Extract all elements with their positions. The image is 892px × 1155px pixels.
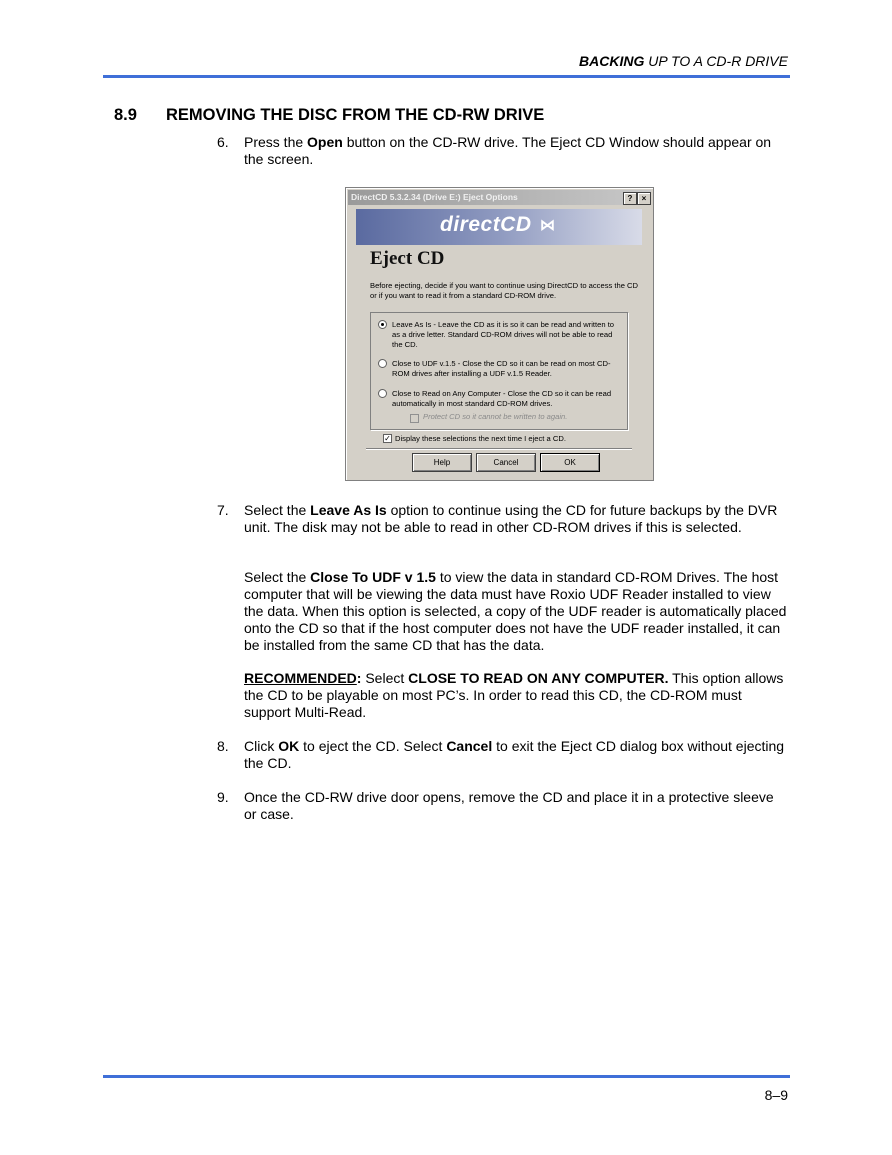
dialog-intro: Before ejecting, decide if you want to continue using DirectCD to access the CD or if you want to read it from a standard CD-ROM drive.	[370, 281, 639, 300]
directcd-banner	[356, 209, 642, 245]
section-number: 8.9	[114, 106, 137, 124]
page-number: 8–9	[764, 1087, 788, 1103]
radio-icon[interactable]	[378, 359, 387, 368]
footer-rule	[103, 1075, 790, 1078]
option-label: Leave As Is - Leave the CD as it is so it can be read and written to as a drive letter. Standard CD-ROM drives will not be able to read the CD.	[392, 320, 615, 349]
header-rest: UP TO A CD-R DRIVE	[644, 53, 788, 69]
para-bold: :	[356, 670, 362, 686]
help-question-icon[interactable]: ?	[623, 192, 637, 205]
dialog-title: DirectCD 5.3.2.34 (Drive E:) Eject Options	[351, 192, 518, 202]
step-number: 6.	[217, 134, 229, 150]
step-bold: Cancel	[446, 738, 493, 754]
step-number: 7.	[217, 502, 229, 518]
step-text: to eject the CD. Select	[299, 738, 447, 754]
para-recommended	[244, 670, 789, 721]
step-text: option to continue using the CD for future backups by the DVR unit. The disk may not be able to read in other CD-ROM drives if this is selected.	[244, 502, 778, 535]
step-text: Press the	[244, 134, 308, 150]
protect-label: Protect CD so it cannot be written to again.	[423, 412, 568, 421]
header-rule	[103, 75, 790, 78]
para-text: Select	[361, 670, 409, 686]
option-close-udf[interactable]	[378, 359, 618, 379]
option-close-read-any[interactable]	[378, 389, 618, 409]
step-text: button on the CD-RW drive. The Eject CD Window should appear on the screen.	[244, 134, 772, 167]
para-bold: CLOSE TO READ ON ANY COMPUTER.	[408, 670, 669, 686]
dialog-heading: Eject CD	[370, 248, 445, 269]
step-8	[217, 738, 785, 772]
step-bold: Leave As Is	[310, 502, 387, 518]
cancel-button[interactable]: Cancel	[476, 453, 536, 472]
step-text: to exit the Eject CD dialog box without ejecting the CD.	[244, 738, 785, 771]
step-number: 8.	[217, 738, 229, 754]
step-number: 9.	[217, 789, 229, 805]
radio-selected-icon[interactable]	[378, 320, 387, 329]
help-button[interactable]: Help	[412, 453, 472, 472]
dialog-separator	[366, 448, 632, 449]
recommended-label: RECOMMENDED	[244, 670, 357, 686]
step-bold: Open	[307, 134, 343, 150]
radio-icon[interactable]	[378, 389, 387, 398]
banner-text: directCD	[440, 213, 532, 236]
dialog-titlebar	[348, 190, 651, 205]
protect-checkbox[interactable]	[410, 414, 419, 423]
ok-button[interactable]: OK	[540, 453, 600, 472]
option-leave-as-is[interactable]	[378, 320, 618, 350]
step-6	[217, 134, 785, 168]
display-label: Display these selections the next time I eject a CD.	[395, 434, 566, 443]
section-title-text: REMOVING THE DISC FROM THE CD-RW DRIVE	[166, 106, 545, 124]
eject-options-dialog	[345, 187, 654, 481]
para-text: to view the data in standard CD-ROM Drives. The host computer that will be viewing the data must have Roxio UDF Reader installed to view the data. When this option is selected, a copy of the UDF reader is automatically placed onto the CD so that if the host computer does not have the UDF reader installed, it can be installed from the same CD that has the data.	[244, 569, 787, 653]
section-title	[114, 106, 544, 125]
step-9	[217, 789, 785, 823]
close-icon[interactable]: ×	[637, 192, 651, 205]
para-text: Select the	[244, 569, 311, 585]
step-bold: OK	[278, 738, 300, 754]
display-checkbox[interactable]: ✓	[384, 434, 391, 443]
para-close-udf	[244, 569, 789, 654]
para-text: This option allows the CD to be playable on most PC’s. In order to read this CD, the CD-ROM must support Multi-Read.	[244, 670, 784, 720]
running-header	[579, 53, 788, 69]
step-text: Once the CD-RW drive door opens, remove the CD and place it in a protective sleeve or case.	[244, 789, 774, 822]
header-bold: BACKING	[579, 53, 645, 69]
option-label: Close to Read on Any Computer - Close the CD so it can be read automatically in most standard CD-ROM drives.	[392, 389, 612, 408]
directcd-logo-icon: ⋈	[540, 217, 555, 234]
step-text: Select the	[244, 502, 311, 518]
step-7	[217, 502, 785, 536]
step-text: Click	[244, 738, 279, 754]
option-label: Close to UDF v.1.5 - Close the CD so it can be read on most CD-ROM drives after installing a UDF v.1.5 Reader.	[392, 359, 611, 378]
para-bold: Close To UDF v 1.5	[310, 569, 436, 585]
